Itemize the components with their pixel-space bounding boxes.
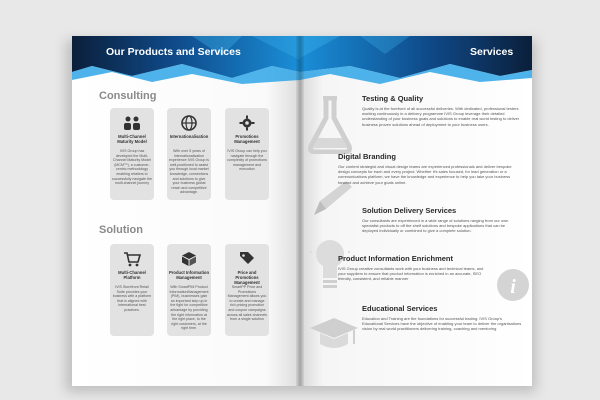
right-page: [300, 36, 532, 386]
service-title: Testing & Quality: [362, 94, 424, 103]
card-product-information-management: [167, 244, 211, 336]
brochure-spine: [296, 36, 304, 386]
service-title: Digital Branding: [338, 152, 396, 161]
left-banner: [72, 36, 300, 84]
info-icon: [496, 268, 530, 302]
service-product-information-enrichment: [338, 254, 490, 282]
box-icon: [178, 250, 200, 268]
right-header-title: Services: [470, 46, 514, 58]
card-price-and-promotions-management: [225, 244, 269, 336]
service-title: Solution Delivery Services: [362, 206, 457, 215]
service-title: Educational Services: [362, 304, 438, 313]
service-description: IVIS Group creative consultants work with your business and technical teams, and your suppliers to ensure that product information is enriched in an accurate, SEO friendly, consistent, and reliable manner: [338, 266, 484, 282]
svg-text:i: i: [510, 276, 516, 298]
left-page: [72, 36, 300, 386]
graduation-cap-icon: [308, 314, 360, 354]
service-title: Product Information Enrichment: [338, 254, 454, 263]
gear-icon: [236, 114, 258, 132]
card-description: SmartPP Price and Promotions Management allows you to create and manage rich pricing promotion and coupon campaigns across all sales channels from a single solution: [227, 285, 267, 322]
solution-section-title: Solution: [99, 224, 143, 236]
card-description: IVIS Storefront Retail Suite provides your business with a platform that is aligned with international best practices.: [112, 285, 152, 312]
consulting-section-title: Consulting: [99, 90, 157, 102]
service-description: Quality is at the forefront of all successful deliveries. With dedicated, professional testers working continuously in a delivery programme IVIS Group leverage their detailed understanding of your business goals and solutions to enable real world testing to deliver business proven solutions ahead of deployment to your business users.: [362, 106, 520, 127]
card-title: Promotions Management: [234, 134, 260, 144]
card-title: Multi-Channel Platform: [118, 270, 146, 280]
left-header-title: Our Products and Services: [106, 46, 241, 58]
card-promotions-management: [225, 108, 269, 200]
card-title: Multi-Channel Maturity Model: [117, 134, 147, 144]
price-tag-icon: [236, 250, 258, 268]
globe-icon: [178, 114, 200, 132]
service-solution-delivery: [362, 206, 522, 234]
card-description: With SmartPIM Product InformationManagement (PIM), businesses gain an important step up in the fight for competitive advantage by providing the right information at the right place, to the right customers, at the right time.: [169, 285, 209, 331]
card-description: With over 5 years of internationalisation experience IVIS Group is well-positioned to assist you through local market knowledge, connections and solutions to give your business global reach and competitive advantage.: [169, 149, 209, 195]
right-banner: [300, 36, 532, 84]
card-internationalisation: [167, 108, 211, 200]
card-multi-channel-maturity-model: [110, 108, 154, 200]
service-educational-services: [362, 304, 522, 332]
service-description: Our content strategist and visual design teams are experienced professionals and deliver bespoke design concepts for each and every project. Whether it's sales focused, for lead generation or a communications platform, we have the knowledge and experience to help you take your business forward and achieve your goals online.: [338, 164, 512, 185]
people-icon: [121, 114, 143, 132]
service-description: Education and Training are the foundations for successful trading. IVIS Group's Educational Services have the objective of enabling your team to deliver the organisations vision by real world practitioners delivering training, coaching and mentoring: [362, 316, 522, 332]
service-description: Our consultants are experienced in a wide range of solutions ranging from our own specialist products to off the shelf solutions and bespoke applications that can be deployed individually or combined to give a complete solution.: [362, 218, 509, 234]
card-title: Price and Promotions Management: [234, 270, 260, 285]
shopping-cart-icon: [121, 250, 143, 268]
card-description: IVIS Group can help you navigate through the complexity of promotions management and execution: [227, 149, 267, 172]
card-title: Internationalisation: [169, 134, 209, 139]
flask-icon: [306, 96, 354, 154]
service-testing-quality: [362, 94, 522, 127]
card-description: IVIS Group has developed the Multi-Channel Maturity Model (MCM™), a customer-centric methodology enabling retailers to successfully navigate the multi-channel journey: [112, 149, 152, 186]
service-digital-branding: [338, 152, 524, 185]
card-multi-channel-platform: [110, 244, 154, 336]
card-title: Product Information Management: [169, 270, 210, 280]
